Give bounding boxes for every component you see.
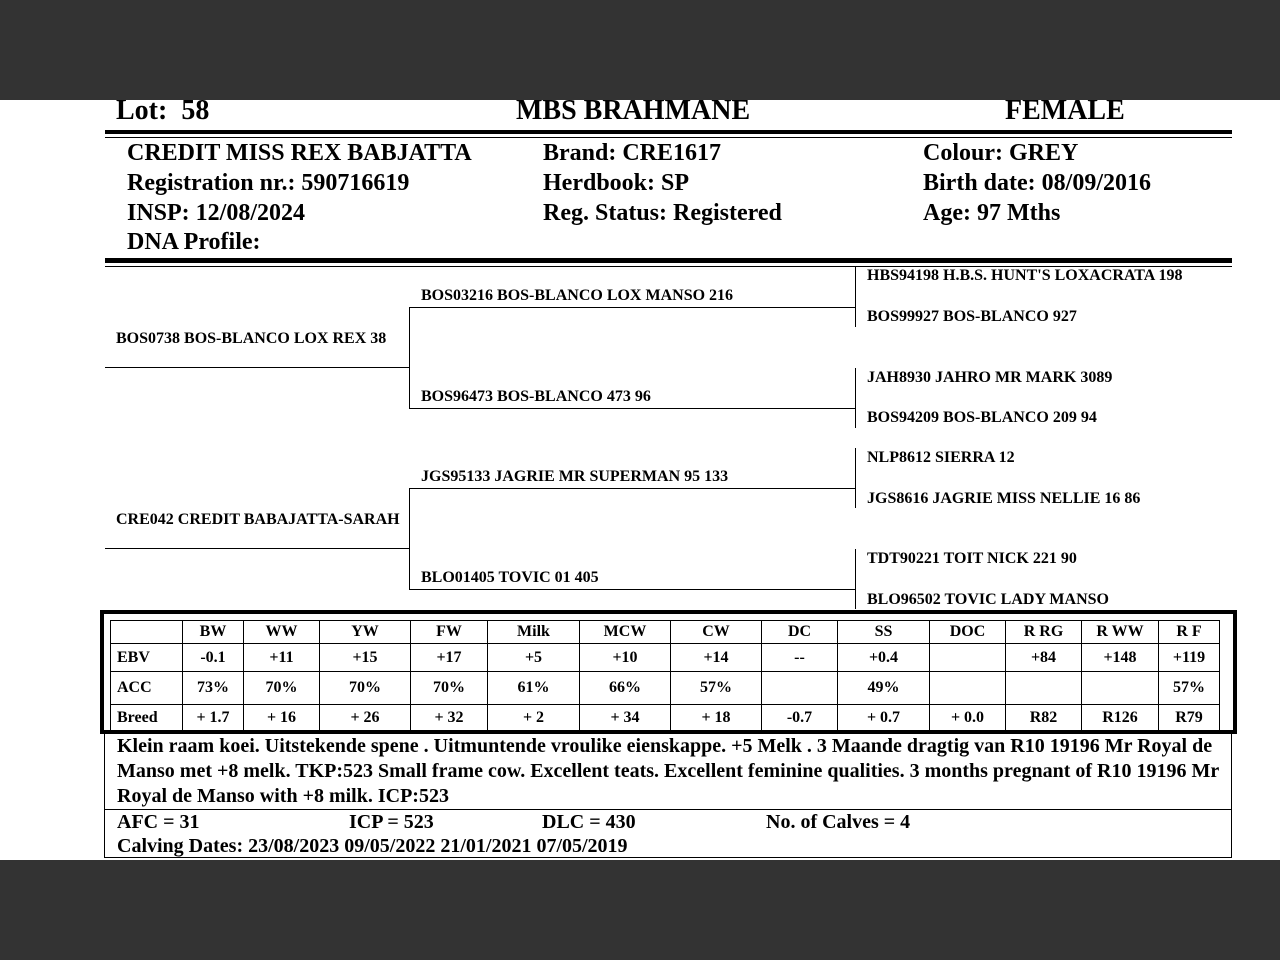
ebv-cell: + 26: [320, 705, 411, 731]
ebv-row-acc: [111, 672, 1220, 705]
ebv-row-label: ACC: [111, 672, 183, 705]
header-rule-thin: [105, 137, 1232, 138]
pedigree-dam-line: [105, 548, 409, 549]
ebv-cell: + 0.0: [930, 705, 1006, 731]
ebv-cell: [930, 644, 1006, 672]
pedigree-dam: CRE042 CREDIT BABAJATTA-SARAH: [116, 511, 400, 528]
ebv-col-header: R RG: [1006, 621, 1082, 644]
ebv-cell: + 18: [671, 705, 762, 731]
ebv-cell: [762, 672, 838, 705]
sex-title: FEMALE: [1005, 95, 1125, 126]
breed-title: MBS BRAHMANE: [516, 95, 751, 126]
ebv-cell: -0.7: [762, 705, 838, 731]
ebv-cell: 70%: [320, 672, 411, 705]
afc-figure: AFC = 31: [117, 811, 200, 833]
pedigree-connector-dam: [409, 488, 410, 589]
pedigree-connector-sire: [409, 307, 410, 408]
ebv-table-frame: [100, 610, 1237, 734]
pedigree-ggp-1: HBS94198 H.B.S. HUNT'S LOXACRATA 198: [867, 267, 1183, 284]
pedigree-ggp-7: TDT90221 TOIT NICK 221 90: [867, 550, 1077, 567]
lot-number: 58: [181, 95, 210, 126]
dlc-figure: DLC = 430: [542, 811, 636, 833]
ebv-cell: +148: [1082, 644, 1159, 672]
remarks-text: Klein raam koei. Uitstekende spene . Uitmuntende vroulike eienskappe. +5 Melk . 3 Maande dragtig van R10 19196 Mr Royal de Manso met +8 melk. TKP:523 Small frame cow. Excellent teats. Excellent feminine qualities. 3 months pregnant of R10 19196 Mr Royal de Manso with +8 milk. ICP:523: [117, 735, 1219, 807]
ebv-col-header: DC: [762, 621, 838, 644]
ebv-cell: + 34: [580, 705, 671, 731]
ebv-cell: + 32: [411, 705, 488, 731]
ebv-col-header: DOC: [930, 621, 1006, 644]
brand: Brand: CRE1617: [543, 140, 722, 166]
ebv-col-header: CW: [671, 621, 762, 644]
pedigree-dam-sire-line: [409, 488, 855, 489]
ebv-col-header: [111, 621, 183, 644]
pedigree-ggp-2: BOS99927 BOS-BLANCO 927: [867, 308, 1077, 325]
ebv-cell: + 0.7: [838, 705, 930, 731]
inspection-date: INSP: 12/08/2024: [127, 200, 306, 226]
pedigree-dam-sire: JGS95133 JAGRIE MR SUPERMAN 95 133: [421, 468, 729, 485]
ebv-header-row: [111, 621, 1220, 644]
ebv-col-header: R F: [1159, 621, 1220, 644]
ebv-cell: +5: [488, 644, 580, 672]
pedigree-ggp-4: BOS94209 BOS-BLANCO 209 94: [867, 409, 1097, 426]
pedigree-ggp-5: NLP8612 SIERRA 12: [867, 449, 1015, 466]
lot-label: Lot:: [116, 95, 168, 126]
ebv-cell: --: [762, 644, 838, 672]
registration-status: Reg. Status: Registered: [543, 200, 782, 226]
ebv-cell: 57%: [671, 672, 762, 705]
ebv-cell: + 2: [488, 705, 580, 731]
ebv-cell: 70%: [411, 672, 488, 705]
icp-figure: ICP = 523: [349, 811, 434, 833]
ebv-cell: +0.4: [838, 644, 930, 672]
pedigree-sire-sire-line: [409, 307, 855, 308]
pedigree-connector-sd: [855, 368, 856, 428]
ebv-cell: -0.1: [183, 644, 244, 672]
pedigree-dam-dam: BLO01405 TOVIC 01 405: [421, 569, 599, 586]
pedigree-sire: BOS0738 BOS-BLANCO LOX REX 38: [116, 330, 387, 347]
herdbook: Herdbook: SP: [543, 170, 690, 196]
ebv-row-breed: [111, 705, 1220, 731]
pedigree-sire-sire: BOS03216 BOS-BLANCO LOX MANSO 216: [421, 287, 734, 304]
ebv-cell: R79: [1159, 705, 1220, 731]
ebv-cell: +119: [1159, 644, 1220, 672]
ebv-cell: +15: [320, 644, 411, 672]
ebv-col-header: WW: [244, 621, 320, 644]
ebv-cell: R82: [1006, 705, 1082, 731]
ebv-table: [110, 620, 1220, 731]
ebv-col-header: MCW: [580, 621, 671, 644]
ebv-cell: 49%: [838, 672, 930, 705]
lot-catalogue-page: [0, 95, 1280, 860]
registration-number: Registration nr.: 590716619: [127, 170, 410, 196]
ebv-row-label: EBV: [111, 644, 183, 672]
age: Age: 97 Mths: [923, 200, 1061, 226]
ebv-cell: +11: [244, 644, 320, 672]
ebv-cell: +14: [671, 644, 762, 672]
ebv-cell: R126: [1082, 705, 1159, 731]
remarks-box: [104, 734, 1232, 858]
ebv-cell: [930, 672, 1006, 705]
animal-name: CREDIT MISS REX BABJATTA: [127, 140, 472, 166]
ebv-cell: 70%: [244, 672, 320, 705]
lot-heading: [116, 95, 209, 127]
remarks-separator: [105, 809, 1231, 810]
pedigree-ggp-8: BLO96502 TOVIC LADY MANSO: [867, 591, 1109, 608]
ebv-col-header: R WW: [1082, 621, 1159, 644]
ebv-col-header: BW: [183, 621, 244, 644]
ebv-cell: 57%: [1159, 672, 1220, 705]
ebv-cell: +10: [580, 644, 671, 672]
ebv-col-header: Milk: [488, 621, 580, 644]
ebv-cell: +84: [1006, 644, 1082, 672]
ebv-col-header: SS: [838, 621, 930, 644]
pedigree-connector-dd: [855, 549, 856, 609]
pedigree-connector-ds: [855, 448, 856, 508]
ebv-cell: [1006, 672, 1082, 705]
pedigree-sire-dam-line: [409, 408, 855, 409]
pedigree-sire-dam: BOS96473 BOS-BLANCO 473 96: [421, 388, 651, 405]
ebv-col-header: FW: [411, 621, 488, 644]
birth-date: Birth date: 08/09/2016: [923, 170, 1151, 196]
ebv-cell: 66%: [580, 672, 671, 705]
info-rule-thick: [105, 258, 1232, 263]
dna-profile: DNA Profile:: [127, 229, 261, 255]
calves-figure: No. of Calves = 4: [766, 811, 911, 833]
pedigree-ggp-6: JGS8616 JAGRIE MISS NELLIE 16 86: [867, 490, 1141, 507]
ebv-col-header: YW: [320, 621, 411, 644]
ebv-cell: + 1.7: [183, 705, 244, 731]
pedigree-connector-ss: [855, 267, 856, 327]
ebv-cell: +17: [411, 644, 488, 672]
calving-dates: Calving Dates: 23/08/2023 09/05/2022 21/01/2021 07/05/2019: [117, 835, 628, 857]
ebv-cell: 73%: [183, 672, 244, 705]
ebv-row-label: Breed: [111, 705, 183, 731]
ebv-cell: [1082, 672, 1159, 705]
ebv-row-ebv: [111, 644, 1220, 672]
ebv-cell: + 16: [244, 705, 320, 731]
colour: Colour: GREY: [923, 140, 1079, 166]
pedigree-sire-line: [105, 367, 409, 368]
ebv-cell: 61%: [488, 672, 580, 705]
header-rule-thick: [105, 130, 1232, 134]
pedigree-dam-dam-line: [409, 589, 855, 590]
pedigree-ggp-3: JAH8930 JAHRO MR MARK 3089: [867, 369, 1113, 386]
